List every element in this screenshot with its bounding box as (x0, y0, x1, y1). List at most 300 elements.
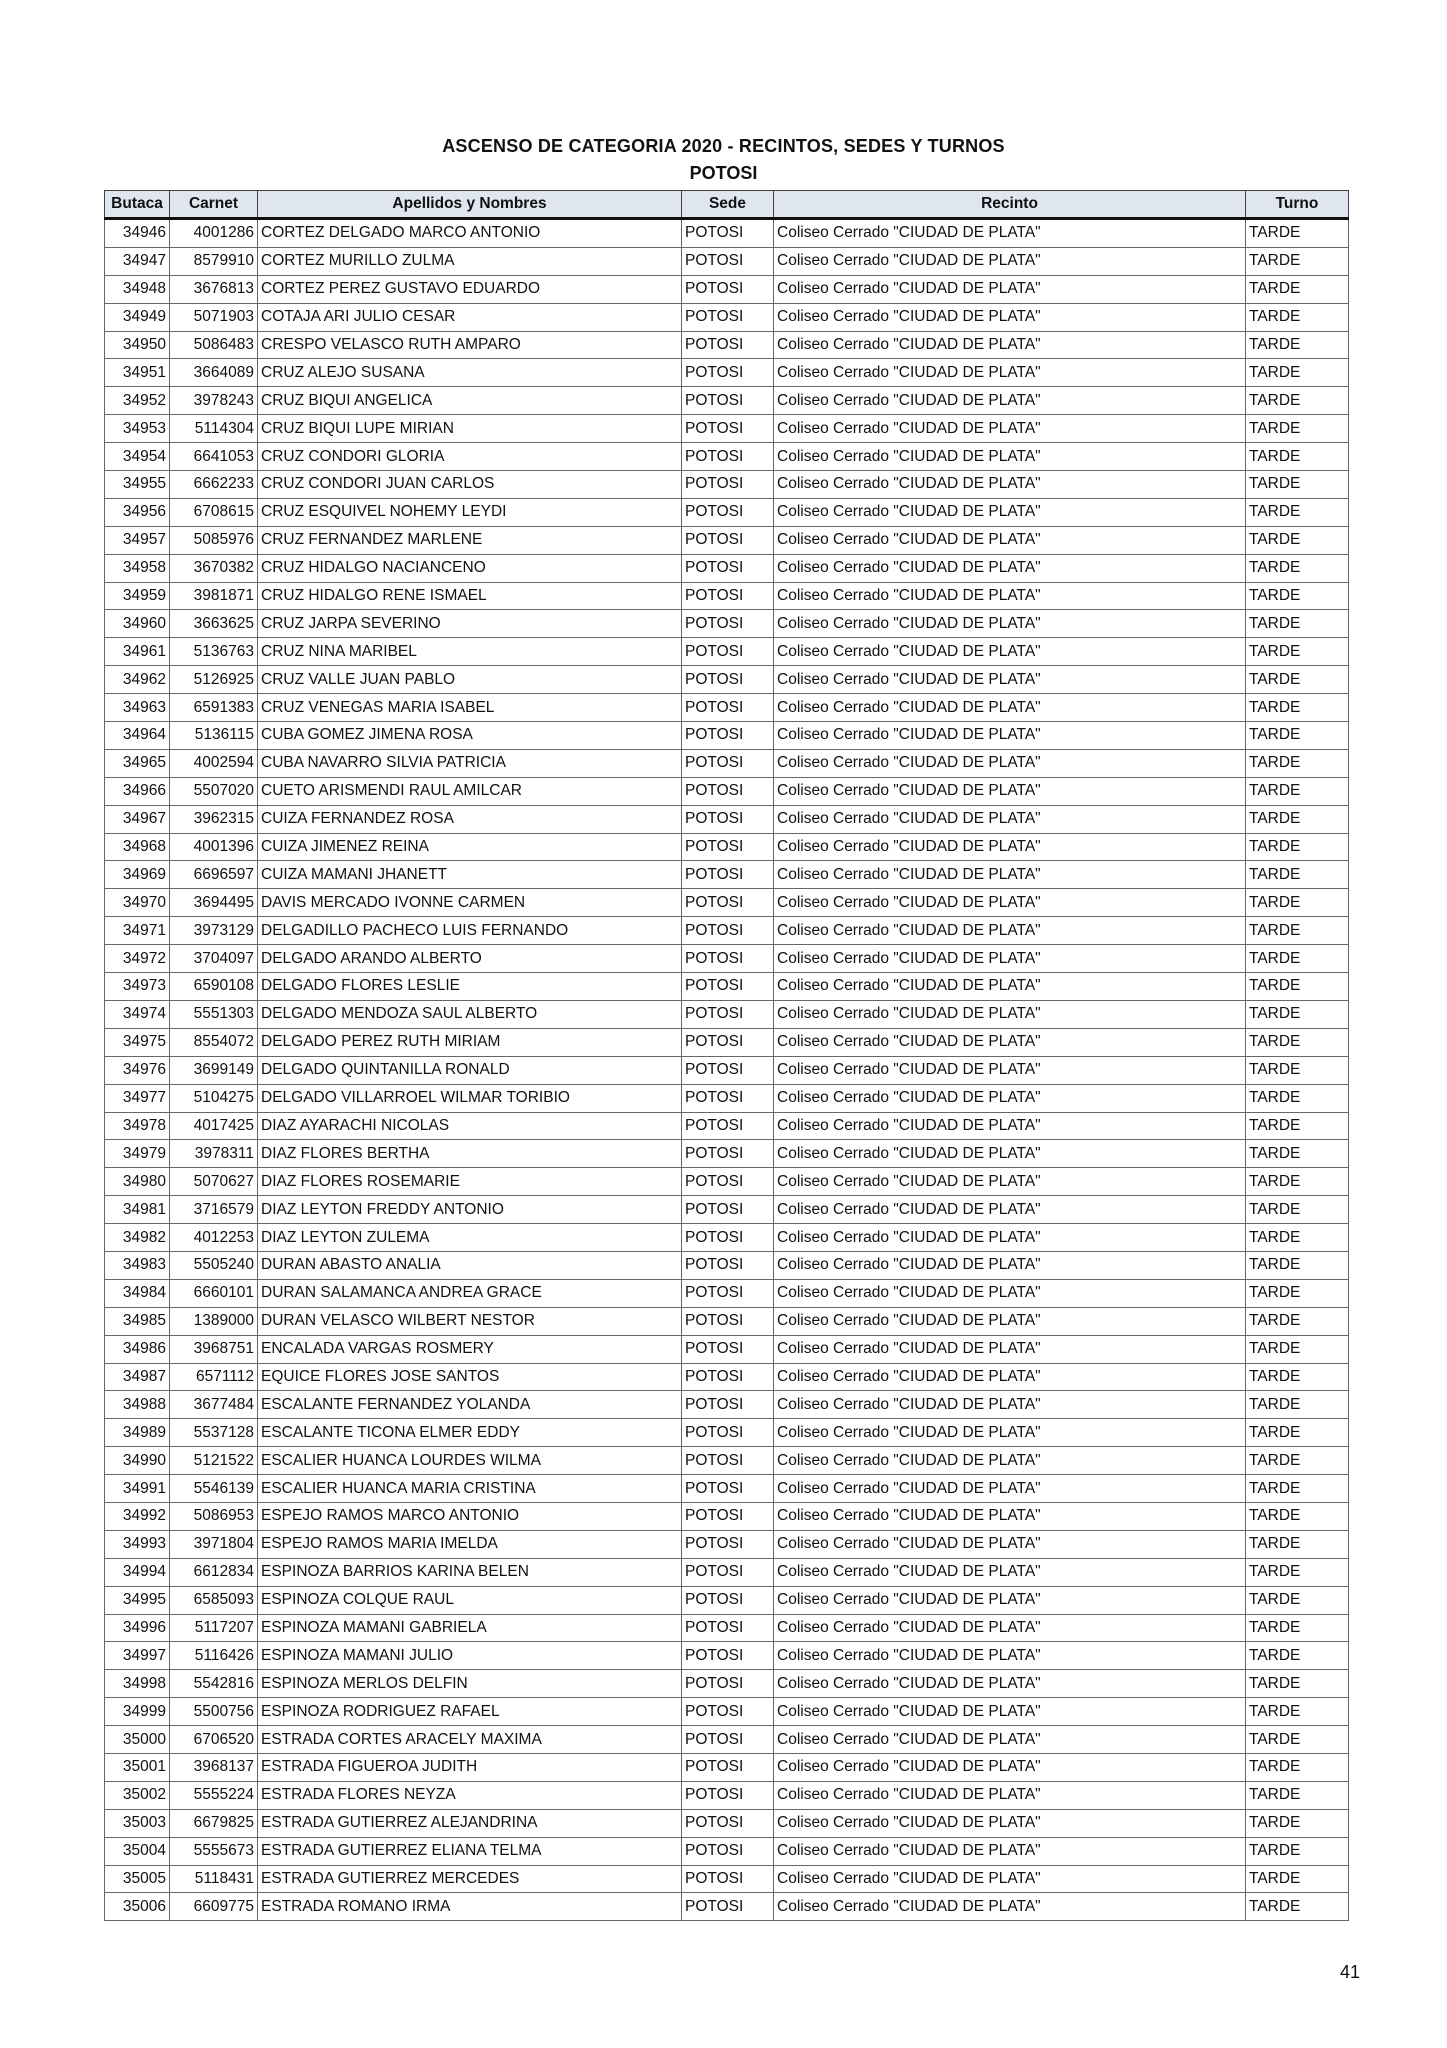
recinto-cell: Coliseo Cerrado "CIUDAD DE PLATA" (774, 526, 1246, 554)
recinto-cell: Coliseo Cerrado "CIUDAD DE PLATA" (774, 917, 1246, 945)
name-cell: CRUZ BIQUI LUPE MIRIAN (258, 415, 682, 443)
table-row (105, 1335, 1349, 1363)
carnet-cell: 3973129 (170, 917, 258, 945)
recinto-cell: Coliseo Cerrado "CIUDAD DE PLATA" (774, 303, 1246, 331)
table-row (105, 973, 1349, 1001)
sede-cell: POTOSI (682, 1419, 774, 1447)
butaca-cell: 34949 (105, 303, 170, 331)
butaca-cell: 34975 (105, 1028, 170, 1056)
table-row (105, 1168, 1349, 1196)
table-row (105, 945, 1349, 973)
recinto-cell: Coliseo Cerrado "CIUDAD DE PLATA" (774, 666, 1246, 694)
name-cell: DELGADO MENDOZA SAUL ALBERTO (258, 1000, 682, 1028)
sede-cell: POTOSI (682, 610, 774, 638)
sede-cell: POTOSI (682, 1028, 774, 1056)
name-cell: ESCALANTE TICONA ELMER EDDY (258, 1419, 682, 1447)
sede-cell: POTOSI (682, 443, 774, 471)
butaca-cell: 34964 (105, 722, 170, 750)
turno-cell: TARDE (1246, 1279, 1349, 1307)
sede-cell: POTOSI (682, 722, 774, 750)
name-cell: DIAZ FLORES ROSEMARIE (258, 1168, 682, 1196)
sede-cell: POTOSI (682, 1502, 774, 1530)
sede-cell: POTOSI (682, 1893, 774, 1921)
sede-cell: POTOSI (682, 247, 774, 275)
sede-cell: POTOSI (682, 1084, 774, 1112)
carnet-cell: 3677484 (170, 1391, 258, 1419)
turno-cell: TARDE (1246, 694, 1349, 722)
table-row (105, 1056, 1349, 1084)
butaca-cell: 34971 (105, 917, 170, 945)
butaca-cell: 34968 (105, 833, 170, 861)
turno-cell: TARDE (1246, 415, 1349, 443)
recinto-cell: Coliseo Cerrado "CIUDAD DE PLATA" (774, 861, 1246, 889)
name-cell: DURAN ABASTO ANALIA (258, 1251, 682, 1279)
recinto-cell: Coliseo Cerrado "CIUDAD DE PLATA" (774, 1809, 1246, 1837)
name-cell: DELGADO FLORES LESLIE (258, 973, 682, 1001)
page-number: 41 (1340, 1962, 1361, 1982)
butaca-cell: 34965 (105, 749, 170, 777)
butaca-cell: 34967 (105, 805, 170, 833)
butaca-cell: 34979 (105, 1140, 170, 1168)
butaca-cell: 34986 (105, 1335, 170, 1363)
recinto-cell: Coliseo Cerrado "CIUDAD DE PLATA" (774, 1475, 1246, 1503)
sede-cell: POTOSI (682, 1140, 774, 1168)
carnet-cell: 6696597 (170, 861, 258, 889)
carnet-cell: 8554072 (170, 1028, 258, 1056)
butaca-cell: 34983 (105, 1251, 170, 1279)
table-row (105, 1614, 1349, 1642)
table-row (105, 1196, 1349, 1224)
butaca-cell: 34998 (105, 1670, 170, 1698)
name-cell: DAVIS MERCADO IVONNE CARMEN (258, 889, 682, 917)
name-cell: ESTRADA GUTIERREZ ELIANA TELMA (258, 1837, 682, 1865)
carnet-cell: 6591383 (170, 694, 258, 722)
table-row (105, 1279, 1349, 1307)
recinto-cell: Coliseo Cerrado "CIUDAD DE PLATA" (774, 945, 1246, 973)
recinto-cell: Coliseo Cerrado "CIUDAD DE PLATA" (774, 833, 1246, 861)
butaca-cell: 34974 (105, 1000, 170, 1028)
name-cell: ESTRADA GUTIERREZ MERCEDES (258, 1865, 682, 1893)
recinto-cell: Coliseo Cerrado "CIUDAD DE PLATA" (774, 1558, 1246, 1586)
butaca-cell: 34970 (105, 889, 170, 917)
recinto-cell: Coliseo Cerrado "CIUDAD DE PLATA" (774, 638, 1246, 666)
butaca-cell: 35005 (105, 1865, 170, 1893)
butaca-cell: 34976 (105, 1056, 170, 1084)
turno-cell: TARDE (1246, 1056, 1349, 1084)
butaca-cell: 34981 (105, 1196, 170, 1224)
turno-cell: TARDE (1246, 275, 1349, 303)
sede-cell: POTOSI (682, 1642, 774, 1670)
table-row (105, 861, 1349, 889)
sede-cell: POTOSI (682, 833, 774, 861)
sede-cell: POTOSI (682, 749, 774, 777)
recinto-cell: Coliseo Cerrado "CIUDAD DE PLATA" (774, 1140, 1246, 1168)
name-cell: ESPINOZA MAMANI JULIO (258, 1642, 682, 1670)
header-sede: Sede (682, 191, 774, 219)
carnet-cell: 5118431 (170, 1865, 258, 1893)
sede-cell: POTOSI (682, 1251, 774, 1279)
turno-cell: TARDE (1246, 219, 1349, 248)
table-row (105, 1475, 1349, 1503)
sede-cell: POTOSI (682, 415, 774, 443)
butaca-cell: 34961 (105, 638, 170, 666)
butaca-cell: 35001 (105, 1753, 170, 1781)
recinto-cell: Coliseo Cerrado "CIUDAD DE PLATA" (774, 722, 1246, 750)
table-row (105, 554, 1349, 582)
sede-cell: POTOSI (682, 694, 774, 722)
recinto-cell: Coliseo Cerrado "CIUDAD DE PLATA" (774, 777, 1246, 805)
name-cell: DELGADO ARANDO ALBERTO (258, 945, 682, 973)
recinto-cell: Coliseo Cerrado "CIUDAD DE PLATA" (774, 1419, 1246, 1447)
sede-cell: POTOSI (682, 1753, 774, 1781)
turno-cell: TARDE (1246, 917, 1349, 945)
carnet-cell: 3664089 (170, 359, 258, 387)
name-cell: CRUZ NINA MARIBEL (258, 638, 682, 666)
recinto-cell: Coliseo Cerrado "CIUDAD DE PLATA" (774, 1168, 1246, 1196)
name-cell: ESPINOZA MERLOS DELFIN (258, 1670, 682, 1698)
turno-cell: TARDE (1246, 554, 1349, 582)
turno-cell: TARDE (1246, 1530, 1349, 1558)
table-row (105, 582, 1349, 610)
turno-cell: TARDE (1246, 582, 1349, 610)
table-row (105, 1140, 1349, 1168)
name-cell: CUIZA MAMANI JHANETT (258, 861, 682, 889)
sede-cell: POTOSI (682, 889, 774, 917)
table-row (105, 833, 1349, 861)
name-cell: DIAZ FLORES BERTHA (258, 1140, 682, 1168)
recinto-cell: Coliseo Cerrado "CIUDAD DE PLATA" (774, 498, 1246, 526)
sede-cell: POTOSI (682, 638, 774, 666)
carnet-cell: 4012253 (170, 1224, 258, 1252)
carnet-cell: 5136763 (170, 638, 258, 666)
carnet-cell: 4001396 (170, 833, 258, 861)
recinto-cell: Coliseo Cerrado "CIUDAD DE PLATA" (774, 1056, 1246, 1084)
table-row (105, 443, 1349, 471)
carnet-cell: 3670382 (170, 554, 258, 582)
table-row (105, 1698, 1349, 1726)
butaca-cell: 35002 (105, 1781, 170, 1809)
turno-cell: TARDE (1246, 1586, 1349, 1614)
sede-cell: POTOSI (682, 1698, 774, 1726)
name-cell: DIAZ LEYTON ZULEMA (258, 1224, 682, 1252)
carnet-cell: 3968137 (170, 1753, 258, 1781)
turno-cell: TARDE (1246, 1363, 1349, 1391)
name-cell: CRUZ VALLE JUAN PABLO (258, 666, 682, 694)
recinto-cell: Coliseo Cerrado "CIUDAD DE PLATA" (774, 582, 1246, 610)
recinto-cell: Coliseo Cerrado "CIUDAD DE PLATA" (774, 1865, 1246, 1893)
sede-cell: POTOSI (682, 1112, 774, 1140)
sede-cell: POTOSI (682, 1447, 774, 1475)
name-cell: ESPINOZA BARRIOS KARINA BELEN (258, 1558, 682, 1586)
butaca-cell: 34951 (105, 359, 170, 387)
sede-cell: POTOSI (682, 973, 774, 1001)
carnet-cell: 5126925 (170, 666, 258, 694)
document-title: ASCENSO DE CATEGORIA 2020 - RECINTOS, SEDES Y TURNOS (442, 136, 1005, 156)
name-cell: CUBA GOMEZ JIMENA ROSA (258, 722, 682, 750)
name-cell: DELGADO QUINTANILLA RONALD (258, 1056, 682, 1084)
carnet-cell: 5542816 (170, 1670, 258, 1698)
carnet-cell: 4002594 (170, 749, 258, 777)
carnet-cell: 5114304 (170, 415, 258, 443)
table-row (105, 303, 1349, 331)
butaca-cell: 34955 (105, 471, 170, 499)
table-row (105, 415, 1349, 443)
recinto-cell: Coliseo Cerrado "CIUDAD DE PLATA" (774, 275, 1246, 303)
carnet-cell: 3716579 (170, 1196, 258, 1224)
table-row (105, 1447, 1349, 1475)
table-row (105, 1251, 1349, 1279)
name-cell: ENCALADA VARGAS ROSMERY (258, 1335, 682, 1363)
table-row (105, 359, 1349, 387)
butaca-cell: 34988 (105, 1391, 170, 1419)
recinto-cell: Coliseo Cerrado "CIUDAD DE PLATA" (774, 1781, 1246, 1809)
turno-cell: TARDE (1246, 387, 1349, 415)
butaca-cell: 34958 (105, 554, 170, 582)
recinto-cell: Coliseo Cerrado "CIUDAD DE PLATA" (774, 1893, 1246, 1921)
recinto-cell: Coliseo Cerrado "CIUDAD DE PLATA" (774, 1726, 1246, 1754)
table-row (105, 777, 1349, 805)
table-row (105, 526, 1349, 554)
table-row (105, 1363, 1349, 1391)
carnet-cell: 5505240 (170, 1251, 258, 1279)
recinto-cell: Coliseo Cerrado "CIUDAD DE PLATA" (774, 1753, 1246, 1781)
table-body (105, 219, 1349, 1921)
name-cell: ESCALANTE FERNANDEZ YOLANDA (258, 1391, 682, 1419)
name-cell: DURAN SALAMANCA ANDREA GRACE (258, 1279, 682, 1307)
table-row (105, 1028, 1349, 1056)
carnet-cell: 5546139 (170, 1475, 258, 1503)
butaca-cell: 34946 (105, 219, 170, 248)
name-cell: DELGADILLO PACHECO LUIS FERNANDO (258, 917, 682, 945)
turno-cell: TARDE (1246, 331, 1349, 359)
butaca-cell: 34950 (105, 331, 170, 359)
table-row (105, 666, 1349, 694)
name-cell: ESCALIER HUANCA LOURDES WILMA (258, 1447, 682, 1475)
table-row (105, 722, 1349, 750)
sede-cell: POTOSI (682, 1056, 774, 1084)
name-cell: COTAJA ARI JULIO CESAR (258, 303, 682, 331)
recinto-cell: Coliseo Cerrado "CIUDAD DE PLATA" (774, 1586, 1246, 1614)
table-row (105, 1000, 1349, 1028)
name-cell: ESPINOZA COLQUE RAUL (258, 1586, 682, 1614)
turno-cell: TARDE (1246, 1642, 1349, 1670)
sede-cell: POTOSI (682, 1614, 774, 1642)
carnet-cell: 4001286 (170, 219, 258, 248)
carnet-cell: 5116426 (170, 1642, 258, 1670)
table-row (105, 1753, 1349, 1781)
table-row (105, 471, 1349, 499)
sede-cell: POTOSI (682, 582, 774, 610)
name-cell: CRUZ CONDORI GLORIA (258, 443, 682, 471)
butaca-cell: 34995 (105, 1586, 170, 1614)
name-cell: DELGADO PEREZ RUTH MIRIAM (258, 1028, 682, 1056)
table-row (105, 1893, 1349, 1921)
table-row (105, 1530, 1349, 1558)
table-row (105, 889, 1349, 917)
carnet-cell: 4017425 (170, 1112, 258, 1140)
table-row (105, 917, 1349, 945)
turno-cell: TARDE (1246, 1865, 1349, 1893)
butaca-cell: 35003 (105, 1809, 170, 1837)
name-cell: ESPINOZA RODRIGUEZ RAFAEL (258, 1698, 682, 1726)
recinto-cell: Coliseo Cerrado "CIUDAD DE PLATA" (774, 1084, 1246, 1112)
table-row (105, 331, 1349, 359)
sede-cell: POTOSI (682, 275, 774, 303)
table-header-row (105, 191, 1349, 219)
carnet-cell: 5555224 (170, 1781, 258, 1809)
recinto-cell: Coliseo Cerrado "CIUDAD DE PLATA" (774, 471, 1246, 499)
recinto-cell: Coliseo Cerrado "CIUDAD DE PLATA" (774, 554, 1246, 582)
turno-cell: TARDE (1246, 359, 1349, 387)
butaca-cell: 35000 (105, 1726, 170, 1754)
recinto-cell: Coliseo Cerrado "CIUDAD DE PLATA" (774, 1000, 1246, 1028)
carnet-cell: 5537128 (170, 1419, 258, 1447)
recinto-cell: Coliseo Cerrado "CIUDAD DE PLATA" (774, 1698, 1246, 1726)
turno-cell: TARDE (1246, 1893, 1349, 1921)
name-cell: ESPEJO RAMOS MARIA IMELDA (258, 1530, 682, 1558)
turno-cell: TARDE (1246, 1335, 1349, 1363)
name-cell: ESPINOZA MAMANI GABRIELA (258, 1614, 682, 1642)
turno-cell: TARDE (1246, 1112, 1349, 1140)
sede-cell: POTOSI (682, 471, 774, 499)
carnet-cell: 5117207 (170, 1614, 258, 1642)
turno-cell: TARDE (1246, 749, 1349, 777)
turno-cell: TARDE (1246, 526, 1349, 554)
turno-cell: TARDE (1246, 1084, 1349, 1112)
recinto-cell: Coliseo Cerrado "CIUDAD DE PLATA" (774, 1196, 1246, 1224)
sede-cell: POTOSI (682, 945, 774, 973)
carnet-cell: 5507020 (170, 777, 258, 805)
turno-cell: TARDE (1246, 498, 1349, 526)
carnet-cell: 3981871 (170, 582, 258, 610)
table-row (105, 1781, 1349, 1809)
carnet-cell: 6660101 (170, 1279, 258, 1307)
sede-cell: POTOSI (682, 1196, 774, 1224)
recinto-cell: Coliseo Cerrado "CIUDAD DE PLATA" (774, 1502, 1246, 1530)
carnet-cell: 3699149 (170, 1056, 258, 1084)
recinto-cell: Coliseo Cerrado "CIUDAD DE PLATA" (774, 219, 1246, 248)
butaca-cell: 34954 (105, 443, 170, 471)
table-row (105, 694, 1349, 722)
name-cell: CRUZ JARPA SEVERINO (258, 610, 682, 638)
sede-cell: POTOSI (682, 1837, 774, 1865)
recinto-cell: Coliseo Cerrado "CIUDAD DE PLATA" (774, 1307, 1246, 1335)
carnet-cell: 6571112 (170, 1363, 258, 1391)
table-row (105, 275, 1349, 303)
name-cell: DIAZ LEYTON FREDDY ANTONIO (258, 1196, 682, 1224)
recinto-cell: Coliseo Cerrado "CIUDAD DE PLATA" (774, 1279, 1246, 1307)
turno-cell: TARDE (1246, 1670, 1349, 1698)
name-cell: CUIZA JIMENEZ REINA (258, 833, 682, 861)
recinto-cell: Coliseo Cerrado "CIUDAD DE PLATA" (774, 805, 1246, 833)
table-row (105, 1502, 1349, 1530)
sede-cell: POTOSI (682, 1335, 774, 1363)
sede-cell: POTOSI (682, 554, 774, 582)
name-cell: ESTRADA GUTIERREZ ALEJANDRINA (258, 1809, 682, 1837)
sede-cell: POTOSI (682, 1670, 774, 1698)
name-cell: CRUZ VENEGAS MARIA ISABEL (258, 694, 682, 722)
recinto-cell: Coliseo Cerrado "CIUDAD DE PLATA" (774, 247, 1246, 275)
table-row (105, 1391, 1349, 1419)
carnet-cell: 6612834 (170, 1558, 258, 1586)
carnet-cell: 6662233 (170, 471, 258, 499)
sede-cell: POTOSI (682, 387, 774, 415)
butaca-cell: 34994 (105, 1558, 170, 1586)
sede-cell: POTOSI (682, 1168, 774, 1196)
butaca-cell: 34990 (105, 1447, 170, 1475)
sede-cell: POTOSI (682, 1000, 774, 1028)
butaca-cell: 34985 (105, 1307, 170, 1335)
table-row (105, 805, 1349, 833)
sede-cell: POTOSI (682, 1279, 774, 1307)
document-subtitle: POTOSI (689, 163, 758, 183)
recinto-cell: Coliseo Cerrado "CIUDAD DE PLATA" (774, 1614, 1246, 1642)
table-row (105, 1307, 1349, 1335)
name-cell: CORTEZ PEREZ GUSTAVO EDUARDO (258, 275, 682, 303)
carnet-cell: 5555673 (170, 1837, 258, 1865)
recinto-cell: Coliseo Cerrado "CIUDAD DE PLATA" (774, 973, 1246, 1001)
butaca-cell: 34993 (105, 1530, 170, 1558)
table-row (105, 1642, 1349, 1670)
turno-cell: TARDE (1246, 1753, 1349, 1781)
recinto-cell: Coliseo Cerrado "CIUDAD DE PLATA" (774, 1530, 1246, 1558)
carnet-cell: 5500756 (170, 1698, 258, 1726)
butaca-cell: 34948 (105, 275, 170, 303)
carnet-cell: 3663625 (170, 610, 258, 638)
name-cell: CRUZ HIDALGO RENE ISMAEL (258, 582, 682, 610)
turno-cell: TARDE (1246, 303, 1349, 331)
name-cell: ESPEJO RAMOS MARCO ANTONIO (258, 1502, 682, 1530)
turno-cell: TARDE (1246, 889, 1349, 917)
carnet-cell: 6609775 (170, 1893, 258, 1921)
butaca-cell: 34959 (105, 582, 170, 610)
butaca-cell: 34962 (105, 666, 170, 694)
butaca-cell: 34952 (105, 387, 170, 415)
butaca-cell: 34991 (105, 1475, 170, 1503)
turno-cell: TARDE (1246, 945, 1349, 973)
table-row (105, 1865, 1349, 1893)
name-cell: CRUZ CONDORI JUAN CARLOS (258, 471, 682, 499)
carnet-cell: 3704097 (170, 945, 258, 973)
turno-cell: TARDE (1246, 443, 1349, 471)
table-row (105, 1224, 1349, 1252)
butaca-cell: 34987 (105, 1363, 170, 1391)
carnet-cell: 5086953 (170, 1502, 258, 1530)
recinto-cell: Coliseo Cerrado "CIUDAD DE PLATA" (774, 415, 1246, 443)
recinto-cell: Coliseo Cerrado "CIUDAD DE PLATA" (774, 1251, 1246, 1279)
sede-cell: POTOSI (682, 805, 774, 833)
carnet-cell: 5085976 (170, 526, 258, 554)
turno-cell: TARDE (1246, 1028, 1349, 1056)
table-row (105, 749, 1349, 777)
turno-cell: TARDE (1246, 1419, 1349, 1447)
turno-cell: TARDE (1246, 1726, 1349, 1754)
turno-cell: TARDE (1246, 1781, 1349, 1809)
carnet-cell: 5551303 (170, 1000, 258, 1028)
turno-cell: TARDE (1246, 610, 1349, 638)
butaca-cell: 34978 (105, 1112, 170, 1140)
carnet-cell: 3676813 (170, 275, 258, 303)
header-apellidos-nombres: Apellidos y Nombres (258, 191, 682, 219)
carnet-cell: 1389000 (170, 1307, 258, 1335)
butaca-cell: 34977 (105, 1084, 170, 1112)
recinto-cell: Coliseo Cerrado "CIUDAD DE PLATA" (774, 1363, 1246, 1391)
butaca-cell: 34989 (105, 1419, 170, 1447)
name-cell: DIAZ AYARACHI NICOLAS (258, 1112, 682, 1140)
name-cell: CUETO ARISMENDI RAUL AMILCAR (258, 777, 682, 805)
sede-cell: POTOSI (682, 1865, 774, 1893)
sede-cell: POTOSI (682, 777, 774, 805)
